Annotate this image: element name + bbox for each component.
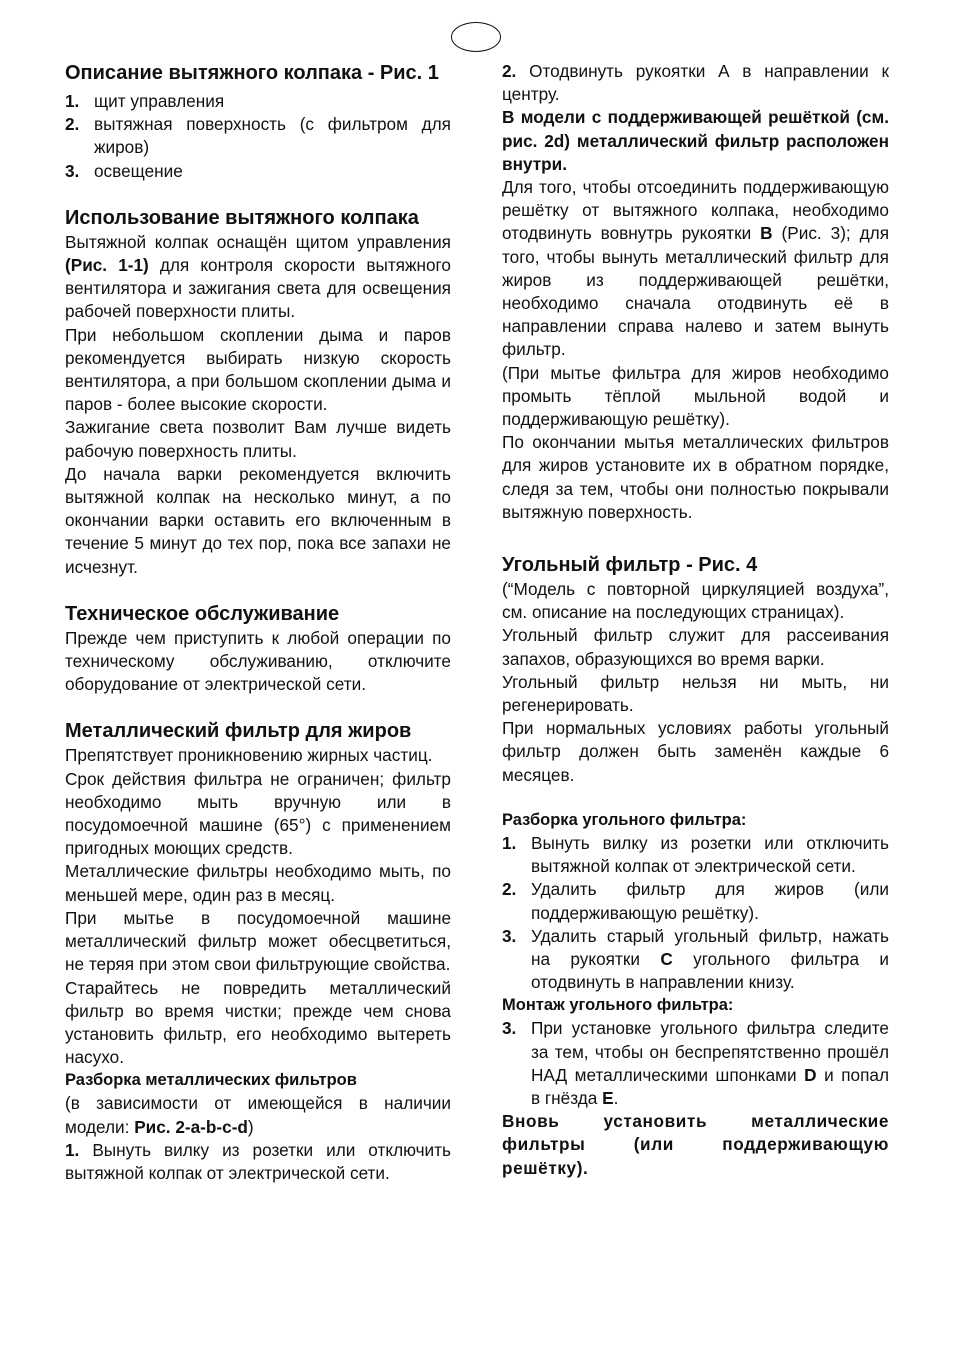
list-text: щит управления [94, 91, 225, 111]
heading-metal-filter: Металлический фильтр для жиров [65, 720, 412, 743]
handle-ref: C [660, 948, 673, 969]
text-span: угольного фильтра и отодвинуть в направлении книзу. [531, 948, 889, 993]
heading-charcoal-filter: Угольный фильтр - Рис. 4 [502, 554, 758, 577]
final-instruction: Вновь установить металлические фильтры (или поддерживающую решётку). [502, 1111, 889, 1178]
usage-paragraph [65, 231, 451, 324]
disassembly-step [502, 60, 889, 106]
subheading-charcoal-disassembly: Разборка угольного фильтра: [502, 810, 747, 829]
text-span: ) [247, 1116, 254, 1137]
list-item [65, 90, 451, 113]
charcoal-paragraph: Угольный фильтр служит для рассеивания запахов, образующихся во время варки. [502, 625, 889, 669]
list-item [502, 925, 889, 995]
left-column [65, 60, 451, 1185]
handle-ref: B [760, 223, 773, 244]
text-span: Удалить старый угольный фильтр, нажать на рукоятки [531, 925, 889, 969]
support-grid-note: В модели с поддерживающей решёткой (см. рис. 2d) металлический фильтр расположен внутри. [502, 107, 889, 174]
disassembly-note [65, 1092, 451, 1138]
subheading-filter-disassembly: Разборка металлических фильтров [65, 1071, 357, 1090]
hood-parts-list [65, 90, 451, 183]
usage-paragraph: Зажигание света позволит Вам лучше видеть рабочую поверхность плиты. [65, 417, 451, 461]
step-text: Вынуть вилку из розетки или отключить вытяжной колпак от электрической сети. [65, 1139, 451, 1183]
maintenance-paragraph: Прежде чем приступить к любой операции по техническому обслуживанию, отключите оборудование от электрической сети. [65, 627, 451, 695]
text-span: . [613, 1087, 619, 1108]
slot-ref: E [602, 1087, 614, 1108]
list-number: 3. [65, 160, 80, 181]
figure-ref: Рис. 2-a-b-c-d [134, 1116, 248, 1137]
list-number: 2. [65, 114, 80, 135]
charcoal-paragraph: Угольный фильтр нельзя ни мыть, ни регенерировать. [502, 671, 889, 716]
text-span: При установке угольного фильтра следите за тем, чтобы он беспрепятственно прошёл НАД металлическими шпонками [531, 1018, 889, 1085]
pin-ref: D [804, 1064, 817, 1085]
list-text: вытяжная поверхность (с фильтром для жиров) [94, 114, 451, 158]
heading-maintenance: Техническое обслуживание [65, 602, 340, 625]
reinstall-paragraph: По окончании мытья металлических фильтров для жиров установите их в обратном порядке, следя за тем, чтобы они полностью покрывали вытяжную поверхность. [502, 432, 889, 522]
list-number: 1. [65, 91, 80, 111]
list-text: Удалить фильтр для жиров (или поддерживающую решётку). [531, 879, 889, 923]
list-number: 1. [502, 832, 517, 853]
list-number: 3. [502, 1018, 517, 1039]
list-text [531, 1017, 889, 1110]
text-span: (Рис. 3); для того, чтобы вынуть металлический фильтр для жиров из поддерживающей решётки, необходимо сначала отодвинуть её в направлении справа налево и затем вынуть фильтр. [502, 223, 889, 360]
charcoal-paragraph: (“Модель с повторной циркуляцией воздуха”, см. описание на последующих страницах). [502, 579, 889, 623]
subheading-charcoal-mounting: Монтаж угольного фильтра: [502, 996, 734, 1015]
filter-paragraph: При мытье в посудомоечной машине металлический фильтр может обесцветиться, не теряя при этом свои фильтрующие свойства. [65, 907, 451, 975]
text-span: Вытяжной колпак оснащён щитом управления [65, 231, 451, 252]
charcoal-disassembly-list [502, 832, 889, 994]
filter-paragraph: Срок действия фильтра не ограничен; фильтр необходимо мыть вручную или в посудомоечной машине (65°) с применением пригодных моющих средств. [65, 768, 451, 859]
support-grid-paragraph [502, 176, 889, 362]
charcoal-paragraph: При нормальных условиях работы угольный фильтр должен быть заменён каждые 6 месяцев. [502, 718, 889, 785]
text-span: для контроля скорости вытяжного вентилятора и зажигания света для освещения рабочей поверхности плиты. [65, 255, 451, 322]
disassembly-step [65, 1139, 451, 1185]
list-text: Вынуть вилку из розетки или отключить вытяжной колпак от электрической сети. [531, 832, 889, 877]
text-span: (в зависимости от имеющейся в наличии модели: [65, 1093, 451, 1137]
filter-paragraph: Старайтесь не повредить металлический фильтр во время чистки; прежде чем снова установить фильтр, его необходимо вытереть насухо. [65, 977, 451, 1068]
charcoal-mounting-list [502, 1017, 889, 1110]
step-number: 1. [65, 1139, 80, 1160]
heading-hood-description: Описание вытяжного колпака - Рис. 1 [65, 62, 439, 84]
text-span: Для того, чтобы отсоединить поддерживающую решётку от вытяжного колпака, необходимо отодвинуть вовнутрь рукоятки [502, 177, 889, 244]
usage-paragraph: При небольшом скоплении дыма и паров рекомендуется выбирать низкую скорость вентилятора, а при большом скоплении дыма и паров - более высокие скорости. [65, 324, 451, 415]
step-number: 2. [502, 61, 517, 81]
filter-paragraph: Препятствует проникновению жирных частиц. [65, 745, 433, 766]
list-item [65, 113, 451, 159]
right-column [502, 60, 889, 1180]
usage-paragraph: До начала варки рекомендуется включить вытяжной колпак на несколько минут, а по окончании варки оставить его включенным в течение 5 минут до тех пор, пока все запахи не исчезнут. [65, 463, 451, 577]
list-text [531, 925, 889, 995]
figure-ref: (Рис. 1-1) [65, 255, 149, 276]
heading-hood-usage: Использование вытяжного колпака [65, 206, 419, 229]
list-number: 3. [502, 925, 517, 946]
text-span: и попал в гнёзда [531, 1064, 889, 1108]
list-item [502, 832, 889, 878]
filter-paragraph: Металлические фильтры необходимо мыть, по меньшей мере, один раз в месяц. [65, 861, 451, 905]
language-badge-oval [451, 22, 501, 52]
list-text: освещение [94, 160, 183, 181]
washing-note: (При мытье фильтра для жиров необходимо промыть тёплой мыльной водой и поддерживающую решётку). [502, 362, 889, 430]
list-item [502, 878, 889, 924]
list-item [502, 1017, 889, 1110]
list-number: 2. [502, 879, 517, 900]
step-text: Отодвинуть рукоятки А в направлении к центру. [502, 61, 889, 105]
list-item [65, 160, 451, 183]
